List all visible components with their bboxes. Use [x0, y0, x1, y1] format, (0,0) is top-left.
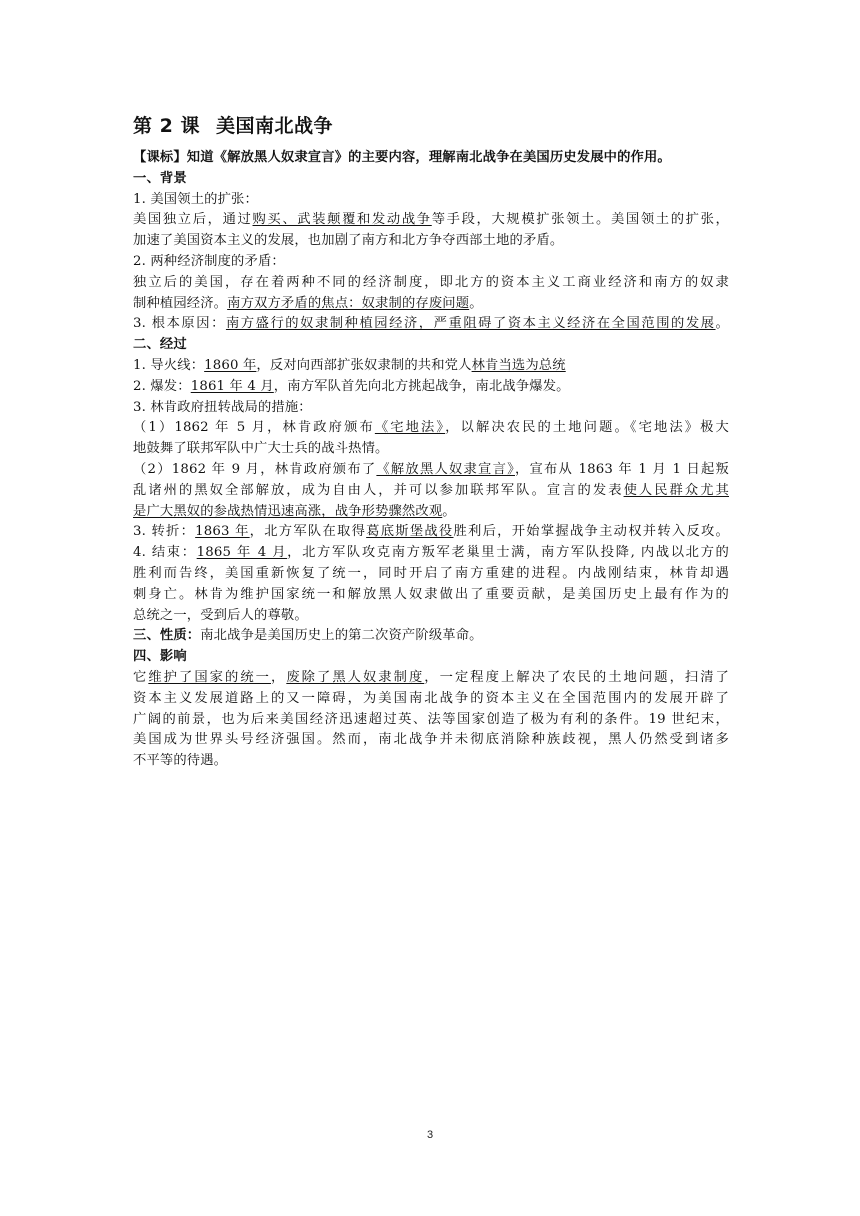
key-point: 葛底斯堡战役 [366, 524, 454, 540]
item-heading: 1. 美国领土的扩张： [133, 191, 258, 207]
paragraph-line: 独立后的美国，存在着两种不同的经济制度，即北方的资本主义工商业经济和南方的奴隶 [133, 274, 729, 290]
document-page [133, 112, 729, 772]
paragraph-line: 3. 转折：1863 年，北方军队在取得葛底斯堡战役胜利后，开始掌握战争主动权并转入反攻。 [133, 524, 730, 540]
section-heading-nature: 三、性质： [133, 628, 201, 644]
paragraph-line: 地鼓舞了联邦军队中广大士兵的战斗热情。 [133, 441, 389, 457]
paragraph-line: 它维护了国家的统一，废除了黑人奴隶制度，一定程度上解决了农民的土地问题，扫清了 [133, 669, 730, 685]
key-point: 购买、武装颠覆和发动战争 [252, 212, 432, 228]
paragraph-line: 加速了美国资本主义的发展，也加剧了南方和北方争夺西部土地的矛盾。 [133, 233, 564, 249]
paragraph-line: 不平等的待遇。 [133, 753, 228, 769]
page-number: 3 [426, 1129, 434, 1141]
paragraph-line: 美国成为世界头号经济强国。然而，南北战争并未彻底消除种族歧视，黑人仍然受到诸多 [133, 732, 729, 748]
section-nature: 三、性质：南北战争是美国历史上的第二次资产阶级革命。 [133, 628, 483, 644]
paragraph-line: 4. 结束：1865 年 4 月，北方军队攻克南方叛军老巢里士满，南方军队投降, 内战以北方的 [133, 545, 729, 561]
lesson-number: 第 2 课 [133, 115, 200, 137]
lesson-name: 美国南北战争 [215, 115, 333, 137]
key-point: 《解放黑人奴隶宣言》 [376, 461, 515, 477]
paragraph-line: 2. 爆发：1861 年 4 月，南方军队首先向北方挑起战争，南北战争爆发。 [133, 378, 570, 394]
paragraph-line: 制种植园经济。南方双方矛盾的焦点：奴隶制的存废问题。 [133, 295, 483, 311]
item-heading: 2. 两种经济制度的矛盾： [133, 253, 285, 269]
paragraph-line: 美国独立后，通过购买、武装颠覆和发动战争等手段，大规模扩张领土。美国领土的扩张， [133, 212, 729, 228]
paragraph-line: 刺身亡。林肯为维护国家统一和解放黑人奴隶做出了重要贡献，是美国历史上最有作为的 [133, 586, 729, 602]
paragraph-line: 资本主义发展道路上的又一障碍，为美国南北战争的资本主义在全国范围内的发展开辟了 [133, 690, 729, 706]
section-heading-process: 二、经过 [133, 337, 187, 353]
paragraph-line: 广阔的前景，也为后来美国经济迅速超过英、法等国家创造了极为有利的条件。19 世纪末， [133, 711, 729, 727]
paragraph-line: 胜利而告终，美国重新恢复了统一，同时开启了南方重建的进程。内战刚结束，林肯却遇 [133, 565, 729, 581]
key-point: 使人民群众尤其 [623, 482, 729, 498]
paragraph-line: （1）1862 年 5 月，林肯政府颁布《宅地法》，以解决农民的土地问题。《宅地法》极大 [133, 420, 729, 436]
key-point: 1861 年 4 月 [190, 378, 274, 394]
key-point: 1860 年 [204, 357, 257, 373]
key-point: 1863 年 [195, 524, 250, 540]
key-point: 南方双方矛盾的焦点：奴隶制的存废问题 [227, 295, 470, 311]
curriculum-standard: 【课标】知道《解放黑人奴隶宣言》的主要内容，理解南北战争在美国历史发展中的作用。 [133, 150, 671, 165]
key-point: 1865 年 4 月 [196, 545, 288, 561]
paragraph-line: （2）1862 年 9 月，林肯政府颁布了《解放黑人奴隶宣言》，宣布从 1863 年 1 月 1 日起叛 [133, 461, 729, 477]
lesson-title [133, 112, 729, 140]
key-point: 林肯当选为总统 [471, 357, 566, 373]
key-point: 是广大黑奴的参战热情迅速高涨，战争形势骤然改观 [133, 503, 443, 519]
paragraph-line: 是广大黑奴的参战热情迅速高涨，战争形势骤然改观。 [133, 503, 456, 519]
section-heading-impact: 四、影响 [133, 649, 187, 665]
key-point: 维护了国家的统一 [148, 669, 271, 685]
key-point: 废除了黑人奴隶制度 [286, 669, 425, 685]
key-point: 《宅地法》 [374, 420, 446, 436]
paragraph-line: 1. 导火线：1860 年，反对向西部扩张奴隶制的共和党人林肯当选为总统 [133, 357, 566, 373]
paragraph-line: 乱诸州的黑奴全部解放，成为自由人，并可以参加联邦军队。宣言的发表使人民群众尤其 [133, 482, 729, 498]
section-heading-background: 一、背景 [133, 170, 187, 186]
paragraph-line: 总统之一，受到后人的尊敬。 [133, 607, 308, 623]
paragraph-line: 3. 根本原因：南方盛行的奴隶制种植园经济，严重阻碍了资本主义经济在全国范围的发展。 [133, 316, 729, 332]
key-point: 南方盛行的奴隶制种植园经济，严重阻碍了资本主义经济在全国范围的发展 [225, 316, 716, 332]
item-heading: 3. 林肯政府扭转战局的措施： [133, 399, 312, 415]
